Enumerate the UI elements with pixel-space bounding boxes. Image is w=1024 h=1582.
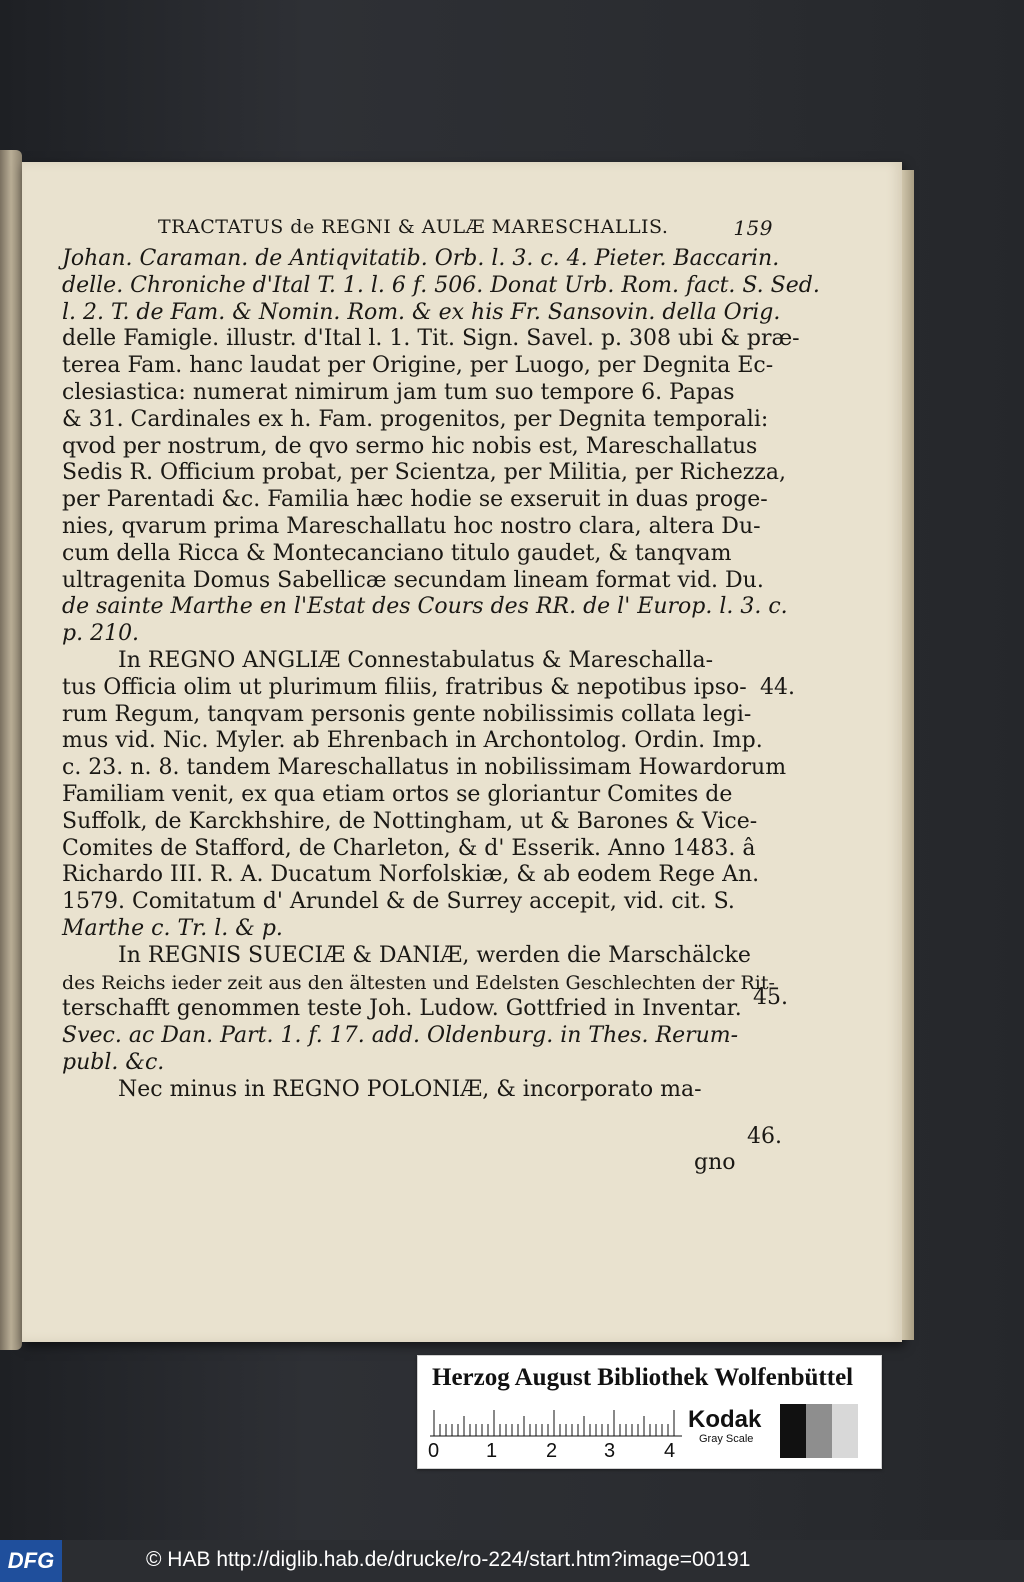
text-line: Suffolk, de Karckhshire, de Nottingham, ut & Barones & Vice- — [62, 808, 758, 834]
text-line: mus vid. Nic. Myler. ab Ehrenbach in Archontolog. Ordin. Imp. — [62, 728, 763, 754]
copyright-link[interactable]: © HAB http://diglib.hab.de/drucke/ro-224/start.htm?image=00191 — [146, 1548, 751, 1571]
text-line: qvod per nostrum, de qvo sermo hic nobis est, Mareschallatus — [62, 433, 758, 459]
dfg-logo: DFG — [0, 1540, 62, 1582]
text-line: ultragenita Domus Sabellicæ secundam lineam format vid. Du. — [62, 567, 764, 593]
text-line: publ. &c. — [62, 1049, 165, 1075]
page-edge — [902, 170, 914, 1340]
text-line: Familiam venit, ex qua etiam ortos se gloriantur Comites de — [62, 781, 733, 807]
text-line: Svec. ac Dan. Part. 1. f. 17. add. Oldenburg. in Thes. Rerum- — [62, 1023, 739, 1049]
text-line: nies, qvarum prima Mareschallatu hoc nostro clara, altera Du- — [62, 513, 761, 539]
kodak-logo: Kodak — [688, 1406, 762, 1433]
margin-number: 46. — [747, 1124, 782, 1149]
margin-number: 45. — [753, 985, 788, 1010]
gray-scale-label: Gray Scale — [699, 1433, 754, 1445]
ruler-number: 3 — [604, 1440, 616, 1462]
text-line: de sainte Marthe en l'Estat des Cours des RR. de l' Europ. l. 3. c. — [62, 594, 788, 620]
color-calibration-label — [417, 1355, 882, 1469]
text-line: terea Fam. hanc laudat per Origine, per Luogo, per Degnita Ec- — [62, 353, 774, 379]
catchword: gno — [694, 1150, 736, 1175]
text-line: p. 210. — [62, 621, 140, 647]
gray-patch-black — [780, 1404, 806, 1458]
running-header — [158, 212, 773, 244]
text-line: In REGNIS SUECIÆ & DANIÆ, werden die Marschälcke — [118, 942, 751, 968]
text-line: delle. Chroniche d'Ital T. 1. l. 6 f. 506. Donat Urb. Rom. fact. S. Sed. — [62, 272, 820, 298]
text-line: cum della Ricca & Montecanciano titulo gaudet, & tanqvam — [62, 540, 732, 566]
text-line: clesiastica: numerat nimirum jam tum suo tempore 6. Papas — [62, 379, 735, 405]
text-line: 1579. Comitatum d' Arundel & de Surrey accepit, vid. cit. S. — [62, 889, 735, 915]
gray-patch-light — [832, 1404, 858, 1458]
ruler-number: 0 — [428, 1440, 440, 1462]
ruler-numbers — [428, 1440, 688, 1462]
text-line: per Parentadi &c. Familia hæc hodie se exseruit in duas proge- — [62, 487, 768, 513]
text-line: c. 23. n. 8. tandem Mareschallatus in nobilissimam Howardorum — [62, 755, 787, 781]
text-line: Marthe c. Tr. l. & p. — [62, 915, 283, 941]
text-line: Johan. Caraman. de Antiqvitatib. Orb. l. 3. c. 4. Pieter. Baccarin. — [62, 246, 780, 271]
text-line: tus Officia olim ut plurimum filiis, fratribus & nepotibus ipso- — [62, 674, 747, 700]
ruler-number: 1 — [486, 1440, 498, 1462]
text-line: terschafft genommen teste Joh. Ludow. Gottfried in Inventar. — [62, 996, 742, 1022]
text-line: rum Regum, tanqvam personis gente nobilissimis collata legi- — [62, 701, 752, 727]
text-line: des Reichs ieder zeit aus den ältesten und Edelsten Geschlechten der Rit- — [62, 971, 775, 994]
text-line: Richardo III. R. A. Ducatum Norfolskiæ, & ab eodem Rege An. — [62, 862, 760, 888]
text-line: & 31. Cardinales ex h. Fam. progenitos, per Degnita temporali: — [62, 406, 769, 432]
text-line: Nec minus in REGNO POLONIÆ, & incorporato ma- — [118, 1076, 702, 1102]
text-line: l. 2. T. de Fam. & Nomin. Rom. & ex his Fr. Sansovin. della Orig. — [62, 299, 781, 325]
page-number: 159 — [733, 216, 773, 240]
running-title: TRACTATUS de REGNI & AULÆ MARESCHALLIS. — [158, 216, 669, 238]
text-line: Comites de Stafford, de Charleton, & d' Esserik. Anno 1483. â — [62, 835, 756, 861]
book-spine-edge — [0, 150, 22, 1350]
text-line: Sedis R. Officium probat, per Scientza, per Militia, per Richezza, — [62, 460, 787, 486]
ruler-scale — [430, 1406, 682, 1438]
footer-bar — [0, 1540, 1024, 1582]
ruler-number: 4 — [664, 1440, 676, 1462]
text-line: delle Famigle. illustr. d'Ital l. 1. Tit. Sign. Savel. p. 308 ubi & præ- — [62, 326, 800, 352]
margin-number: 44. — [760, 675, 795, 700]
library-name: Herzog August Bibliothek Wolfenbüttel — [432, 1364, 854, 1391]
ruler-number: 2 — [546, 1440, 558, 1462]
gray-patch-mid — [806, 1404, 832, 1458]
text-line: In REGNO ANGLIÆ Connestabulatus & Mareschalla- — [118, 647, 714, 673]
